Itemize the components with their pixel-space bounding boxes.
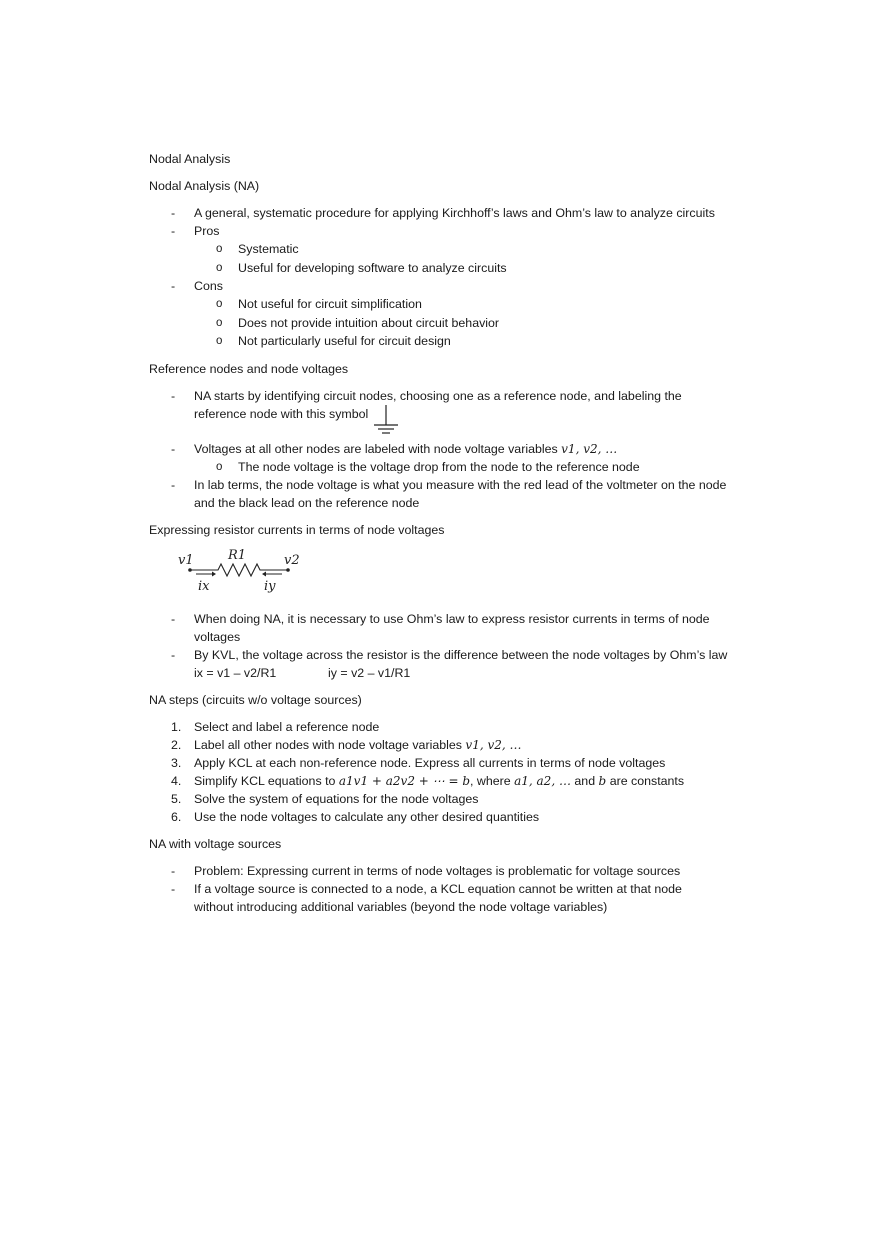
section-heading-resistor-currents: Expressing resistor currents in terms of node voltages (149, 523, 445, 537)
dash-marker: - (171, 441, 176, 456)
equation-ix: ix = v1 – v2/R1 (194, 666, 277, 680)
number-marker: 6. (171, 810, 182, 824)
ground-symbol-icon (372, 405, 400, 440)
reference-nodes-list (149, 387, 749, 513)
list-item: - A general, systematic procedure for applying Kirchhoff’s laws and Ohm’s law to analyze circuits (171, 206, 715, 220)
dash-marker: - (171, 864, 176, 878)
list-item: 3. Apply KCL at each non-reference node. Express all currents in terms of node voltages (171, 756, 666, 770)
circle-marker: o (216, 335, 223, 347)
node-voltage-variables: v1, v2, … (561, 441, 618, 456)
number-marker: 5. (171, 792, 182, 806)
section-heading-na-steps: NA steps (circuits w/o voltage sources) (149, 693, 362, 707)
na-steps-list (149, 718, 749, 826)
dash-marker: - (171, 612, 176, 626)
arrowhead (262, 572, 266, 577)
document-title: Nodal Analysis (149, 152, 231, 166)
list-item: 1. Select and label a reference node (171, 720, 380, 734)
dash-marker: - (171, 648, 176, 662)
circle-marker: o (216, 298, 223, 310)
fig-label-r1: R1 (228, 548, 247, 563)
number-marker: 1. (171, 720, 182, 734)
sub-list-item: o Systematic (149, 240, 749, 259)
circle-marker: o (216, 243, 223, 255)
document-content (149, 150, 749, 925)
current-equations (149, 664, 749, 682)
list-item: - By KVL, the voltage across the resistor is the difference between the node voltages by Ohm’s law (171, 648, 728, 662)
dash-marker: - (171, 882, 176, 896)
list-item: - Cons (171, 279, 223, 293)
sub-list-item: o Does not provide intuition about circuit behavior (149, 314, 749, 333)
resistor-currents-list (149, 610, 749, 664)
list-item: - NA starts by identifying circuit nodes, choosing one as a reference node, and labeling the reference node with this symbol (149, 387, 749, 440)
sub-list-item: o Not particularly useful for circuit design (149, 332, 749, 351)
dash-marker: - (171, 478, 176, 492)
list-item: 2. Label all other nodes with node voltage variables v1, v2, … (171, 738, 522, 752)
list-item: - When doing NA, it is necessary to use Ohm’s law to express resistor currents in terms of node voltages (171, 612, 710, 644)
na-bullet-list (149, 204, 749, 351)
number-marker: 2. (171, 738, 182, 752)
section-heading-reference-nodes: Reference nodes and node voltages (149, 361, 349, 376)
list-item: - Pros (171, 224, 220, 238)
section-heading-voltage-sources: NA with voltage sources (149, 837, 282, 851)
number-marker: 4. (171, 774, 182, 788)
dash-marker: - (171, 224, 176, 238)
list-item: - Voltages at all other nodes are labeled with node voltage variables v1, v2, … (171, 441, 618, 456)
equation-iy: iy = v2 – v1/R1 (328, 666, 411, 680)
fig-label-ix: ix (198, 579, 210, 594)
sub-list-item: o Not useful for circuit simplification (149, 295, 749, 314)
section-heading-na: Nodal Analysis (NA) (149, 179, 260, 193)
circle-marker: o (216, 316, 223, 329)
fig-label-iy: iy (264, 579, 276, 594)
dash-marker: - (171, 388, 176, 403)
list-item: - In lab terms, the node voltage is what you measure with the red lead of the voltmeter on the node and the black lead on the reference node (171, 478, 727, 510)
fig-label-v1: v1 (178, 553, 194, 568)
list-item: 5. Solve the system of equations for the node voltages (171, 792, 479, 806)
sub-list-item: o The node voltage is the voltage drop from the node to the reference node (149, 458, 749, 477)
list-item: 4. Simplify KCL equations to a1v1 + a2v2 + ⋯ = b, where a1, a2, … and b are constants (171, 774, 685, 788)
dash-marker: - (171, 279, 176, 293)
circle-marker: o (216, 460, 223, 473)
resistor-diagram (176, 548, 749, 604)
circle-marker: o (216, 261, 223, 274)
voltage-sources-list (149, 862, 749, 916)
fig-label-v2: v2 (284, 553, 300, 568)
number-marker: 3. (171, 756, 182, 770)
list-item: - Problem: Expressing current in terms of node voltages is problematic for voltage sources (171, 864, 681, 878)
sub-list-item: o Useful for developing software to analyze circuits (149, 259, 749, 278)
list-item: 6. Use the node voltages to calculate any other desired quantities (171, 810, 540, 824)
arrowhead (212, 572, 216, 577)
dash-marker: - (171, 206, 176, 220)
list-item: - If a voltage source is connected to a node, a KCL equation cannot be written at that node without introducing additional variables (beyond the node voltage variables) (171, 882, 682, 914)
